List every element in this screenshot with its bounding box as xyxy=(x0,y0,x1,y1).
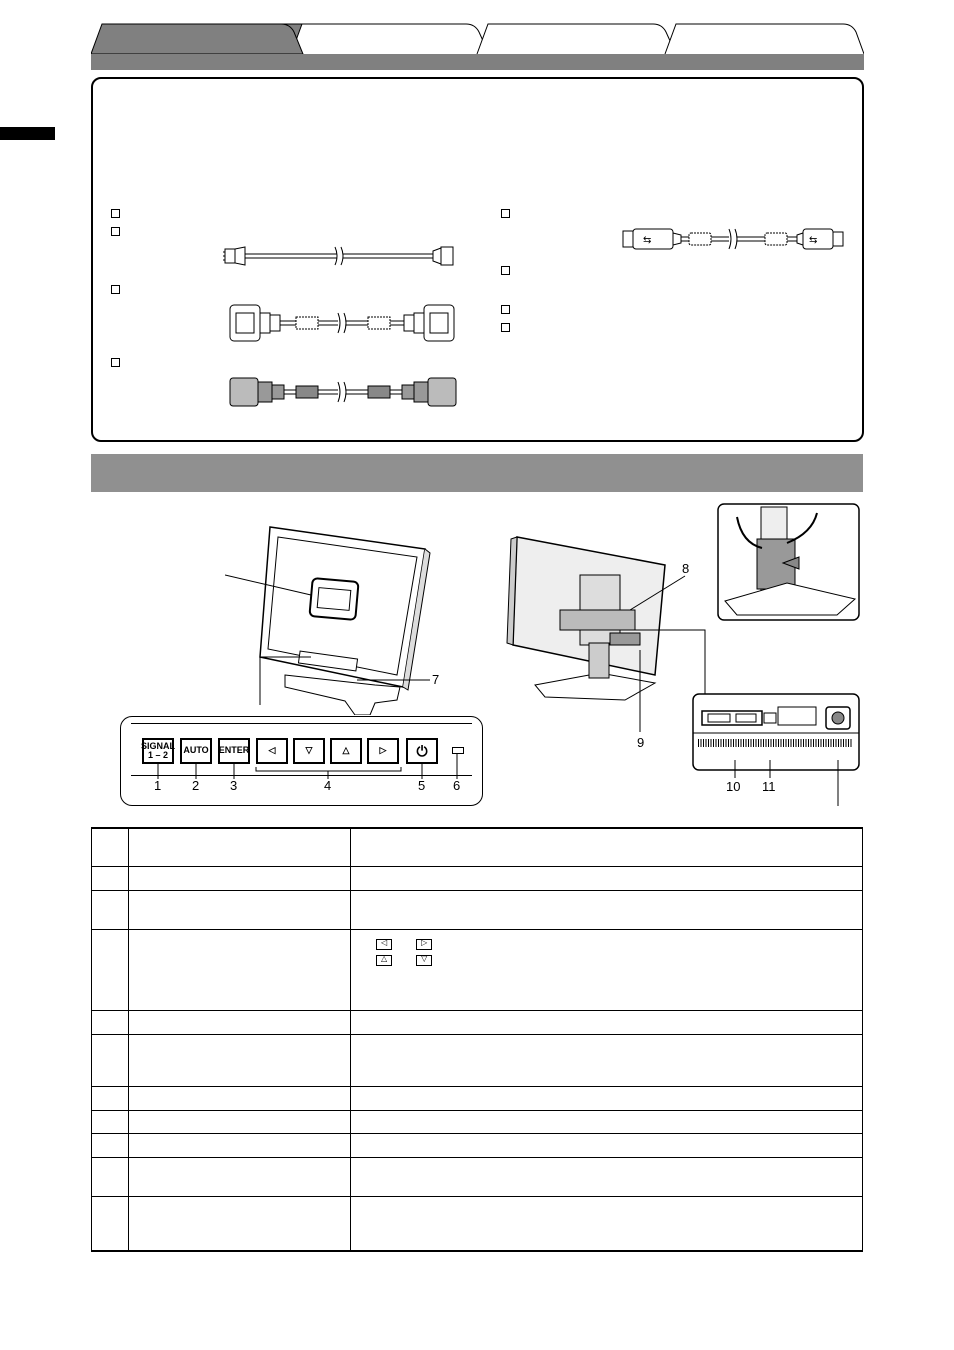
checkbox[interactable] xyxy=(501,305,510,314)
left-key-icon: ◁ xyxy=(376,939,392,950)
triangle-down-icon: ▽ xyxy=(305,745,313,756)
callout-6: 6 xyxy=(453,778,461,793)
enter-button[interactable]: ENTER xyxy=(218,738,250,764)
signal-button[interactable]: SIGNAL 1 – 2 xyxy=(142,738,174,764)
usb-cable-illustration xyxy=(621,225,857,253)
tab-2-visible xyxy=(291,24,489,54)
checkbox[interactable] xyxy=(501,209,510,218)
callout-5: 5 xyxy=(418,778,426,793)
arrow-keys-row-2 xyxy=(376,955,862,967)
auto-button[interactable]: AUTO xyxy=(180,738,212,764)
callout-2: 2 xyxy=(192,778,200,793)
tab-4-visible xyxy=(665,24,864,54)
table-row xyxy=(92,1133,863,1157)
tab-strip xyxy=(91,54,864,70)
table-row xyxy=(92,890,863,929)
table-row xyxy=(92,828,863,866)
checkbox[interactable] xyxy=(111,285,120,294)
callout-7: 7 xyxy=(432,672,440,687)
right-key-icon: ▷ xyxy=(416,939,432,950)
callout-11: 11 xyxy=(762,779,776,794)
table-row xyxy=(92,866,863,890)
table-row xyxy=(92,1196,863,1251)
callout-4: 4 xyxy=(324,778,332,793)
parts-table xyxy=(91,827,863,1252)
checkbox[interactable] xyxy=(111,227,120,236)
tab-3-visible xyxy=(477,24,676,54)
checkbox[interactable] xyxy=(501,323,510,332)
section-heading-bar xyxy=(91,454,863,492)
chapter-marker xyxy=(0,127,55,140)
checkbox[interactable] xyxy=(501,266,510,275)
package-contents-box xyxy=(91,77,864,442)
checkbox[interactable] xyxy=(111,209,120,218)
callout-1: 1 xyxy=(154,778,162,793)
table-row xyxy=(92,929,863,1010)
checkbox[interactable] xyxy=(111,358,120,367)
arrow-keys-row-1 xyxy=(376,939,862,951)
dvi-cable-illustration xyxy=(228,299,468,347)
callout-8: 8 xyxy=(682,561,690,576)
dsub-cable-illustration xyxy=(228,372,468,412)
front-control-panel xyxy=(120,716,483,806)
table-row xyxy=(92,1010,863,1034)
panel-leader-lines xyxy=(121,717,482,805)
triangle-left-icon: ◁ xyxy=(268,745,276,756)
tab-1-visible xyxy=(91,24,303,54)
power-icon: ⏻ xyxy=(416,742,428,759)
up-key-icon: △ xyxy=(376,955,392,966)
table-row xyxy=(92,1157,863,1196)
callout-9: 9 xyxy=(637,735,645,750)
triangle-right-icon: ▷ xyxy=(379,745,387,756)
callout-3: 3 xyxy=(230,778,238,793)
inset-leader-lines xyxy=(725,760,855,808)
power-cord-illustration xyxy=(223,239,463,271)
table-row xyxy=(92,1110,863,1133)
svg-text:⇆: ⇆ xyxy=(643,235,652,246)
triangle-up-icon: △ xyxy=(342,745,350,756)
tab-bar xyxy=(91,22,864,70)
svg-text:⇆: ⇆ xyxy=(809,235,818,246)
table-row xyxy=(92,1086,863,1110)
callout-10: 10 xyxy=(726,779,741,794)
cable-holder-inset xyxy=(717,503,860,621)
table-row xyxy=(92,1034,863,1086)
monitor-front-illustration xyxy=(225,525,455,715)
down-key-icon: ▽ xyxy=(416,955,432,966)
